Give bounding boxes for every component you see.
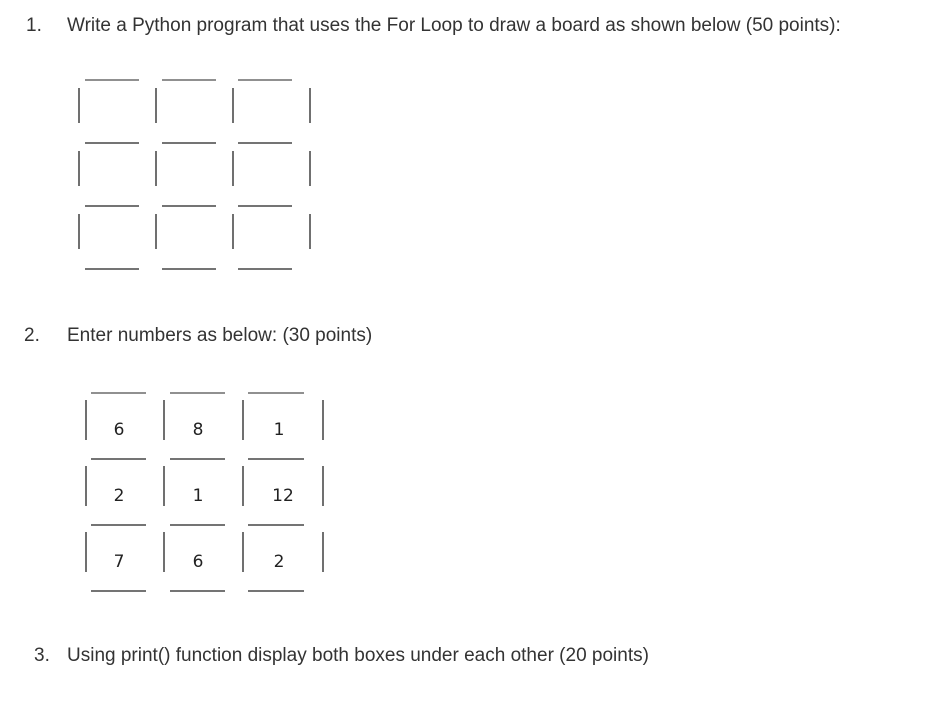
board-cell-value: 7 <box>113 552 125 572</box>
question-2-text: Enter numbers as below: (30 points) <box>67 325 373 346</box>
board-cell-value: 1 <box>273 420 285 440</box>
board-cell-value: 2 <box>113 486 125 506</box>
board-cell-value: 8 <box>192 420 204 440</box>
question-3-text: Using print() function display both boxes under each other (20 points) <box>67 645 649 666</box>
board-cell-value: 12 <box>272 486 294 506</box>
board-cell-value: 1 <box>192 486 204 506</box>
question-3-number: 3. <box>34 645 50 666</box>
board-cell-value: 6 <box>113 420 125 440</box>
question-2-number: 2. <box>24 325 40 346</box>
board-cell-value: 6 <box>192 552 204 572</box>
question-1-text: Write a Python program that uses the For Loop to draw a board as shown below (50 points): <box>67 15 841 36</box>
question-1-number: 1. <box>26 15 42 36</box>
board-cell-value: 2 <box>273 552 285 572</box>
